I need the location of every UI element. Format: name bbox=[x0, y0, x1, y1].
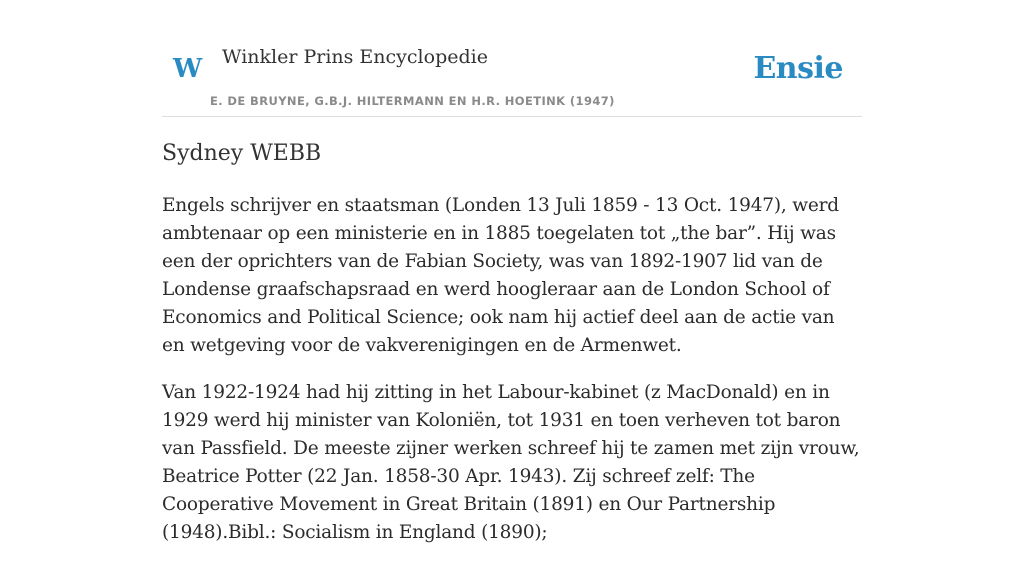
site-header bbox=[162, 40, 862, 117]
article-paragraph-2: Van 1922-1924 had hij zitting in het Labour-kabinet (z MacDonald) en in 1929 werd hij minister van Koloniën, tot 1931 en toen verheven tot baron van Passfield. De meeste zijner werken schreef hij te zamen met zijn vrouw, Beatrice Potter (22 Jan. 1858-30 Apr. 1943). Zij schreef zelf: The Cooperative Movement in Great Britain (1891) en Our Partnership (1948).Bibl.: Socialism in England (1890); bbox=[162, 382, 860, 543]
article-title: Sydney WEBB bbox=[162, 141, 322, 166]
encyclopedia-authors: E. DE BRUYNE, G.B.J. HILTERMANN EN H.R. HOETINK (1947) bbox=[210, 94, 615, 108]
article-paragraph-1: Engels schrijver en staatsman (Londen 13 Juli 1859 - 13 Oct. 1947), werd ambtenaar op een ministerie en in 1885 toegelaten tot „the bar”. Hij was een der oprichters van de Fabian Society, was van 1892-1907 lid van de Londense graafschapsraad en werd hoogleraar aan de London School of Economics and Political Science; ook nam hij actief deel aan de actie van en wetgeving voor de vakverenigingen en de Armenwet. bbox=[162, 195, 839, 356]
ensie-brand-logo[interactable]: Ensie bbox=[753, 51, 843, 86]
encyclopedia-title-link[interactable]: Winkler Prins Encyclopedie bbox=[222, 46, 488, 68]
encyclopedia-logo-icon[interactable]: W bbox=[173, 54, 203, 84]
article-content bbox=[162, 138, 862, 566]
